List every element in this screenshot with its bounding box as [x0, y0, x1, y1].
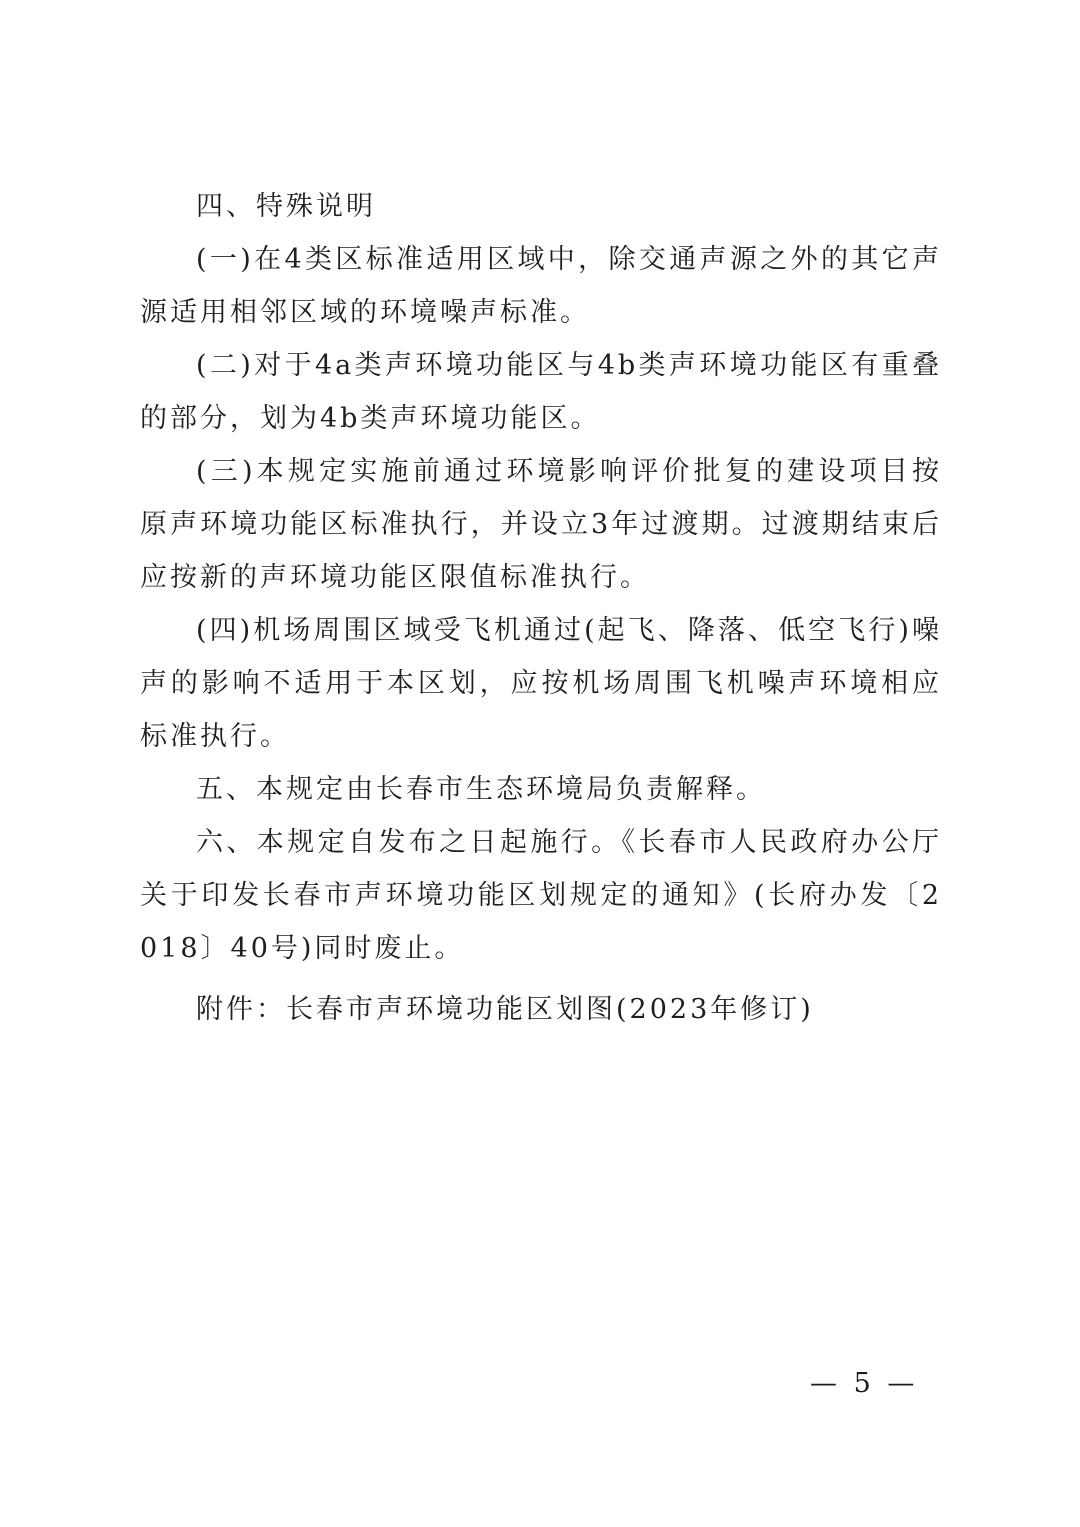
- paragraph-section-5: 五、本规定由长春市生态环境局负责解释。: [196, 774, 766, 805]
- paragraph-item-4: (四)机场周围区域受飞机通过(起飞、降落、低空飞行)噪声的影响不适用于本区划，应按机场周围飞机噪声环境相应标准执行。: [140, 615, 942, 752]
- paragraph-section-6: 六、本规定自发布之日起施行。《长春市人民政府办公厅关于印发长春市声环境功能区划规定的通知》(长府办发〔2018〕40号)同时废止。: [140, 827, 942, 964]
- paragraph-item-3: (三)本规定实施前通过环境影响评价批复的建设项目按原声环境功能区标准执行，并设立3年过渡期。过渡期结束后应按新的声环境功能区限值标准执行。: [140, 456, 942, 593]
- page-number: — 5 —: [810, 1368, 919, 1399]
- paragraph-item-2: (二)对于4a类声环境功能区与4b类声环境功能区有重叠的部分，划为4b类声环境功能区。: [140, 350, 942, 434]
- paragraph-item-1: (一)在4类区标准适用区域中，除交通声源之外的其它声源适用相邻区域的环境噪声标准。: [140, 244, 942, 328]
- section-heading-special-notes: 四、特殊说明: [196, 191, 376, 222]
- attachment-line: 附件：长春市声环境功能区划图(2023年修订): [196, 994, 814, 1025]
- document-body: [140, 180, 942, 975]
